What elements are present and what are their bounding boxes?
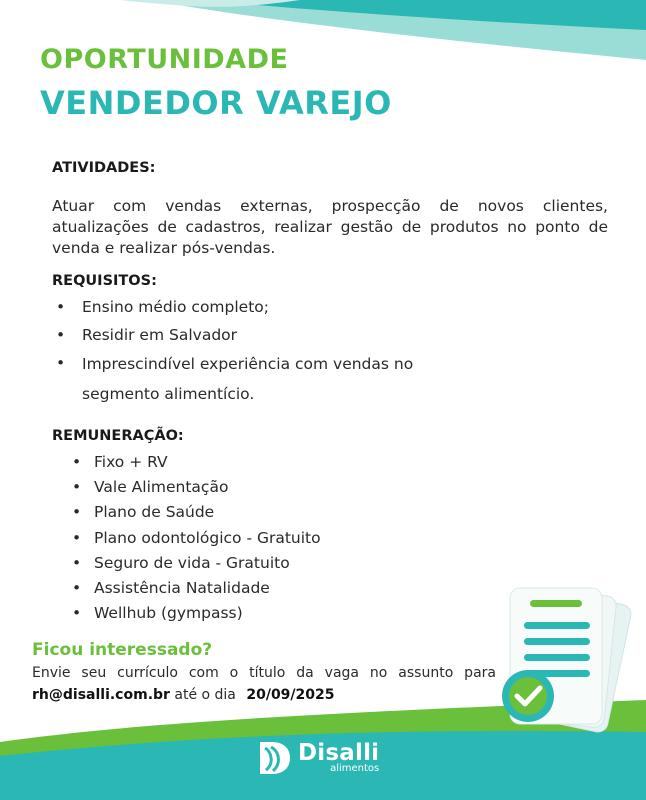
cta-middle-text: até o dia xyxy=(169,687,241,703)
cta-contact xyxy=(32,687,335,703)
logo-subtitle: alimentos xyxy=(330,763,380,774)
list-item-text: Assistência Natalidade xyxy=(94,579,270,598)
atividades-text: Atuar com vendas externas, prospecção de novos clientes, atualizações de cadastros, realizar gestão de produtos no ponto de venda e realizar pós-vendas. xyxy=(52,197,608,257)
list-item-text: Residir em Salvador xyxy=(82,326,238,344)
requisitos-heading: REQUISITOS: xyxy=(52,273,157,289)
documents-checkmark-icon xyxy=(490,578,640,748)
bullet: • xyxy=(72,528,82,547)
bullet: • xyxy=(72,503,82,522)
list-item xyxy=(70,551,430,576)
list-item xyxy=(52,349,462,409)
list-item-text: Fixo + RV xyxy=(94,453,168,471)
list-item-text: Ensino médio completo; xyxy=(82,298,269,316)
list-item-text: Wellhub (gympass) xyxy=(94,604,243,623)
list-item xyxy=(70,475,430,500)
remuneracao-heading: REMUNERAÇÃO: xyxy=(52,428,184,444)
list-item-text: Plano odontológico - Gratuito xyxy=(94,528,321,547)
list-item-text: Imprescindível experiência com vendas no segmento alimentício. xyxy=(82,355,414,403)
list-item xyxy=(52,293,482,321)
bullet: • xyxy=(56,298,66,316)
bullet: • xyxy=(72,604,82,623)
list-item-text: Vale Alimentação xyxy=(94,478,229,497)
bullet: • xyxy=(72,579,82,598)
list-item xyxy=(52,321,482,349)
cta-instruction: Envie seu currículo com o título da vaga no assunto para xyxy=(32,665,496,681)
email-link[interactable]: rh@disalli.com.br xyxy=(32,687,170,703)
bullet: • xyxy=(56,326,66,344)
list-item-text: Plano de Saúde xyxy=(94,503,215,522)
cta-title: Ficou interessado? xyxy=(32,640,213,660)
disalli-logo xyxy=(258,740,379,776)
list-item xyxy=(70,450,430,475)
list-item xyxy=(70,576,430,601)
title-job: VENDEDOR VAREJO xyxy=(40,84,392,122)
list-item xyxy=(70,601,430,626)
atividades-heading: ATIVIDADES: xyxy=(52,160,156,176)
remuneracao-list xyxy=(70,450,430,626)
deadline-date: 20/09/2025 xyxy=(246,687,335,703)
bullet: • xyxy=(72,478,82,497)
bullet: • xyxy=(72,453,82,471)
bullet: • xyxy=(56,354,66,372)
disalli-logo-icon xyxy=(258,740,292,776)
list-item xyxy=(70,526,430,551)
bullet: • xyxy=(72,553,82,572)
logo-wordmark xyxy=(298,742,379,774)
title-opportunity: OPORTUNIDADE xyxy=(40,44,289,75)
list-item xyxy=(70,500,430,525)
logo-brand: Disalli xyxy=(298,740,380,766)
requisitos-list xyxy=(52,293,482,409)
list-item-text: Seguro de vida - Gratuito xyxy=(94,553,290,572)
